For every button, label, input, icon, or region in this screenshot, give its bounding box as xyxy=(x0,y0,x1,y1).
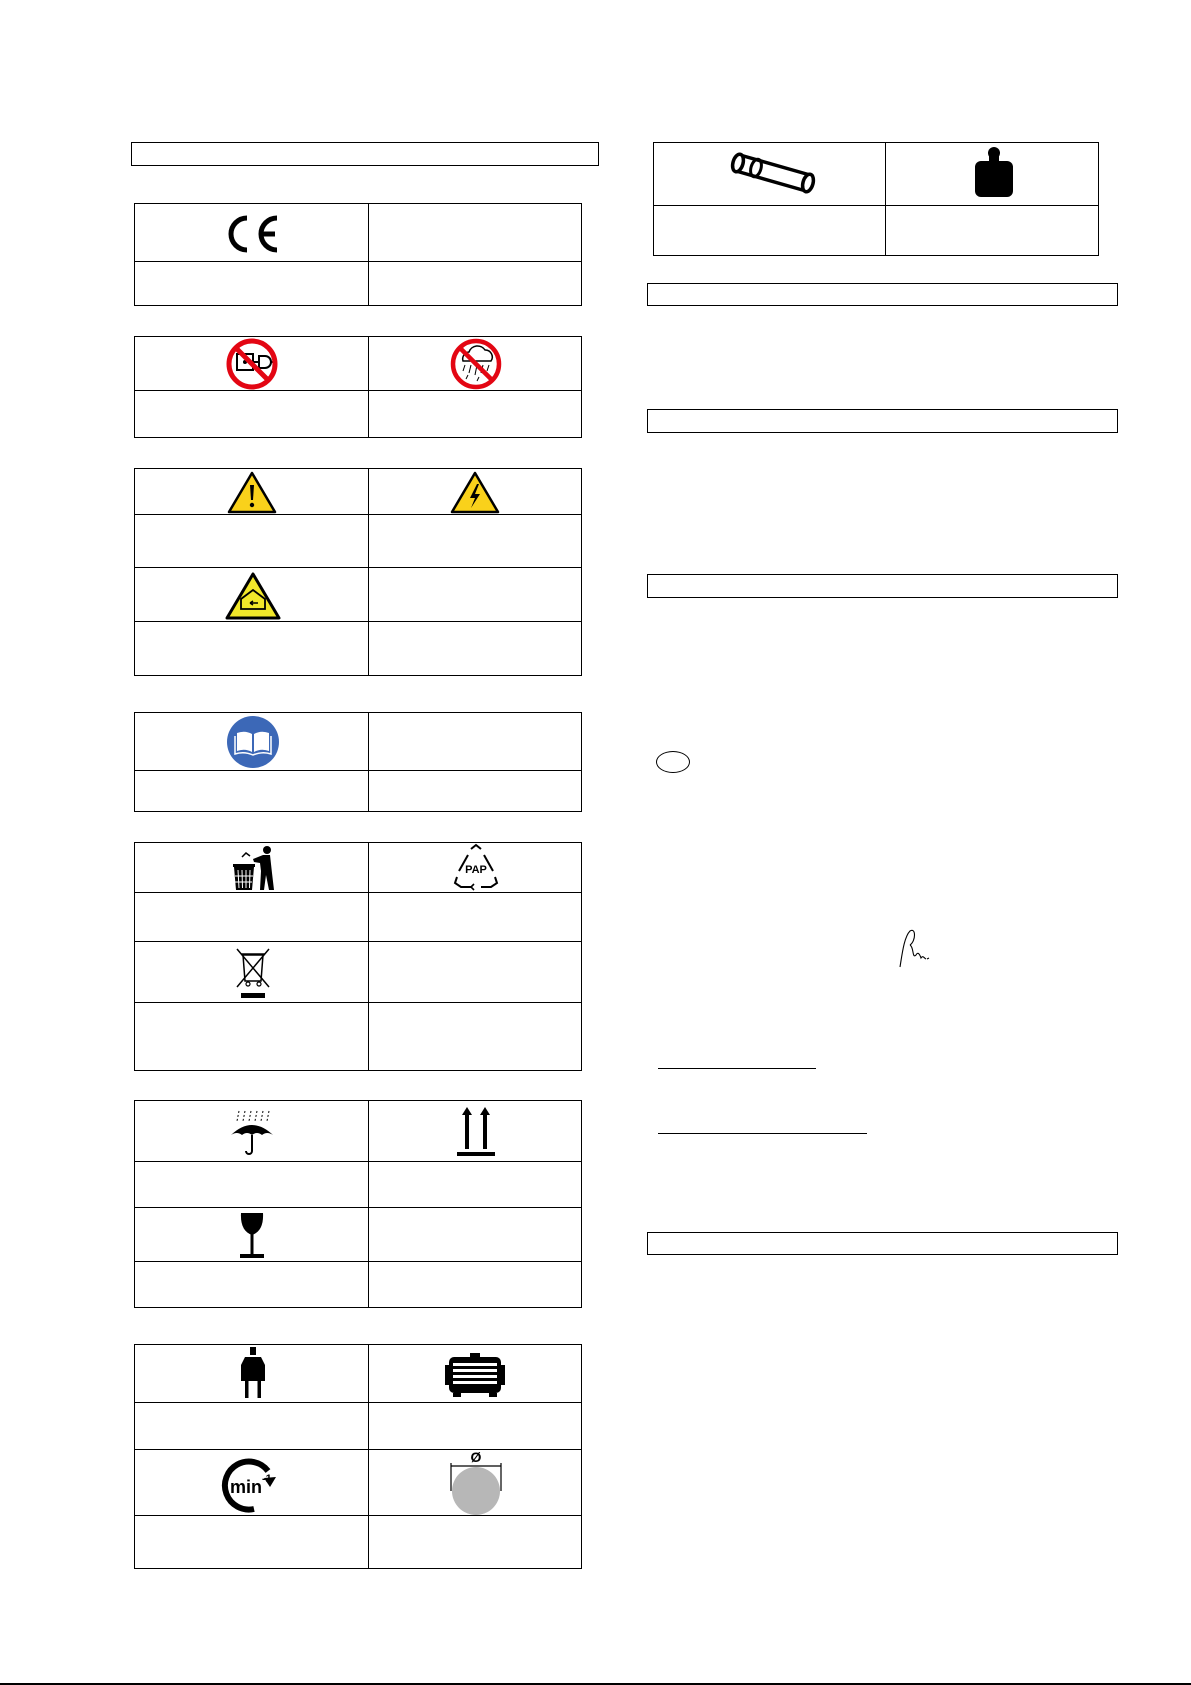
section-box-1 xyxy=(647,283,1118,306)
indoor-use-warning-icon xyxy=(224,571,282,621)
keep-dry-icon xyxy=(229,1109,275,1159)
svg-text:Ø: Ø xyxy=(470,1449,482,1465)
section-box-4 xyxy=(647,1232,1118,1255)
prohibition-table xyxy=(134,336,582,438)
svg-text:-1: -1 xyxy=(262,1473,272,1485)
signature xyxy=(896,925,946,969)
ce-mark-icon xyxy=(223,214,283,254)
underline-2 xyxy=(658,1133,867,1134)
motor-icon xyxy=(443,1353,507,1397)
section-box-2 xyxy=(647,409,1118,433)
packaging-table xyxy=(134,1100,582,1308)
conformity-table xyxy=(134,203,582,306)
fuse-icon xyxy=(728,149,818,195)
diameter-icon xyxy=(448,1449,504,1515)
svg-text:PAP: PAP xyxy=(465,864,487,876)
manual-table xyxy=(134,712,582,812)
no-unplug-prohibition-icon xyxy=(223,337,281,391)
section-box-3 xyxy=(647,574,1118,598)
no-rain-prohibition-icon xyxy=(449,337,503,391)
weight-icon xyxy=(972,145,1016,199)
this-way-up-icon xyxy=(453,1103,499,1159)
fragile-icon xyxy=(235,1211,269,1261)
plug-icon xyxy=(235,1347,271,1401)
underline-1 xyxy=(658,1068,816,1069)
read-manual-icon xyxy=(225,715,281,769)
crossed-wheelie-bin-icon xyxy=(233,945,273,1001)
disposal-table xyxy=(134,842,582,1071)
left-header-box xyxy=(131,142,599,166)
oval-marker xyxy=(656,751,690,773)
general-warning-icon xyxy=(226,470,278,514)
electric-hazard-icon xyxy=(449,470,501,514)
warning-table xyxy=(134,468,582,676)
tidy-man-icon xyxy=(230,843,276,893)
svg-text:min: min xyxy=(230,1477,263,1497)
rotation-speed-icon xyxy=(218,1451,292,1515)
fuse-weight-table xyxy=(653,142,1099,256)
technical-table xyxy=(134,1344,582,1569)
pap-recycling-icon xyxy=(451,843,501,891)
